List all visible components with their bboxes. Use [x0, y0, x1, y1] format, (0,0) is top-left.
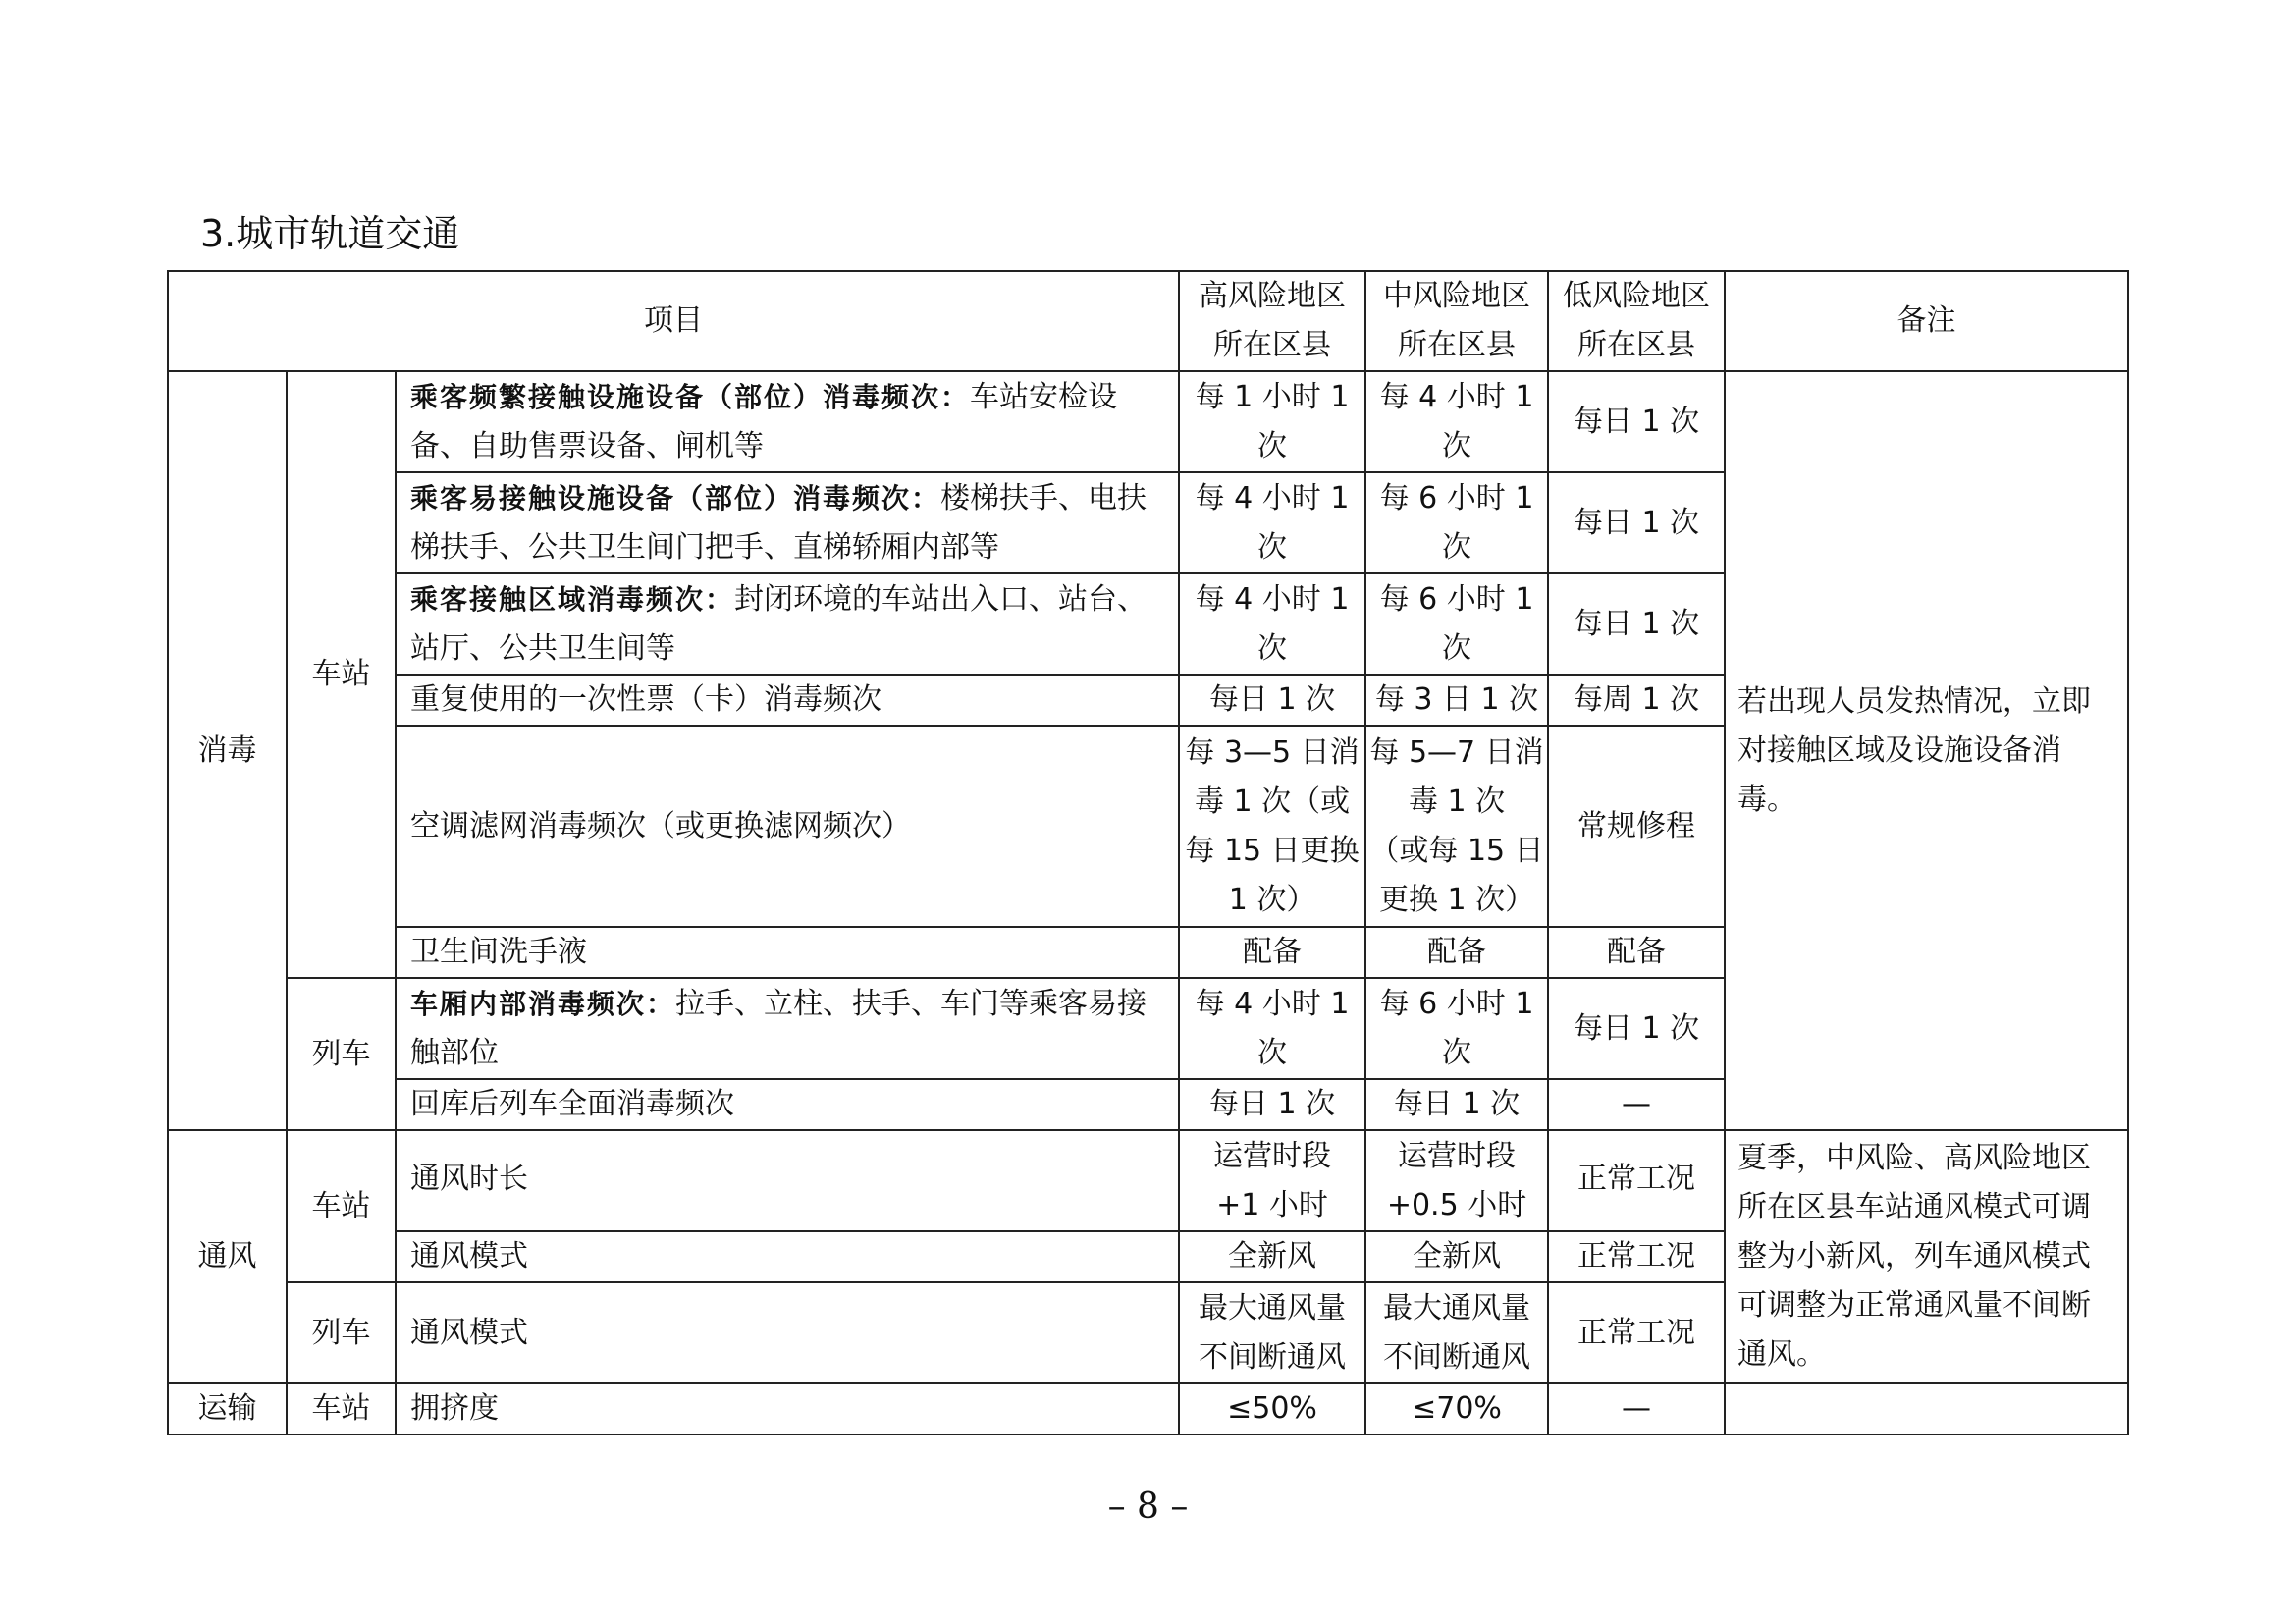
high-risk-cell: 每 4 小时 1 次	[1179, 472, 1365, 573]
low-risk-cell: 常规修程	[1548, 726, 1725, 927]
high-risk-cell: 每 4 小时 1 次	[1179, 978, 1365, 1079]
item-cell: 回库后列车全面消毒频次	[396, 1079, 1179, 1130]
high-risk-cell: 运营时段 +1 小时	[1179, 1130, 1365, 1231]
item-cell: 重复使用的一次性票（卡）消毒频次	[396, 675, 1179, 726]
medium-risk-cell: 每 6 小时 1 次	[1365, 573, 1548, 675]
high-risk-cell: 最大通风量 不间断通风	[1179, 1282, 1365, 1383]
header-item: 项目	[168, 271, 1179, 371]
item-cell: 空调滤网消毒频次（或更换滤网频次）	[396, 726, 1179, 927]
table-row	[168, 1383, 2128, 1435]
item-cell: 车厢内部消毒频次：拉手、立柱、扶手、车门等乘客易接触部位	[396, 978, 1179, 1079]
medium-risk-cell: 运营时段 +0.5 小时	[1365, 1130, 1548, 1231]
location-station: 车站	[287, 1130, 396, 1282]
medium-risk-cell: 每 4 小时 1 次	[1365, 371, 1548, 472]
table-row	[168, 1130, 2128, 1231]
medium-risk-cell: 每 3 日 1 次	[1365, 675, 1548, 726]
low-risk-cell: 正常工况	[1548, 1282, 1725, 1383]
header-remark: 备注	[1725, 271, 2128, 371]
location-train: 列车	[287, 1282, 396, 1383]
item-cell: 乘客频繁接触设施设备（部位）消毒频次：车站安检设备、自助售票设备、闸机等	[396, 371, 1179, 472]
medium-risk-cell: 每 6 小时 1 次	[1365, 978, 1548, 1079]
header-row	[168, 271, 2128, 371]
table-row	[168, 371, 2128, 472]
item-cell: 通风模式	[396, 1282, 1179, 1383]
item-cell: 卫生间洗手液	[396, 927, 1179, 978]
low-risk-cell: 每周 1 次	[1548, 675, 1725, 726]
high-risk-cell: 每 1 小时 1 次	[1179, 371, 1365, 472]
high-risk-cell: 每日 1 次	[1179, 675, 1365, 726]
low-risk-cell: 每日 1 次	[1548, 371, 1725, 472]
high-risk-cell: 配备	[1179, 927, 1365, 978]
medium-risk-cell: 每 6 小时 1 次	[1365, 472, 1548, 573]
rail-transit-table	[167, 270, 2129, 1435]
low-risk-cell: 配备	[1548, 927, 1725, 978]
item-cell: 乘客易接触设施设备（部位）消毒频次：楼梯扶手、电扶梯扶手、公共卫生间门把手、直梯轿厢内部等	[396, 472, 1179, 573]
page-number: – 8 –	[1107, 1487, 1189, 1527]
low-risk-cell: —	[1548, 1079, 1725, 1130]
medium-risk-cell: 每 5—7 日消 毒 1 次 （或每 15 日 更换 1 次）	[1365, 726, 1548, 927]
category-ventilate: 通风	[168, 1130, 287, 1383]
remark-transport	[1725, 1383, 2128, 1435]
header-medium-risk: 中风险地区 所在区县	[1365, 271, 1548, 371]
medium-risk-cell: 全新风	[1365, 1231, 1548, 1282]
high-risk-cell: 全新风	[1179, 1231, 1365, 1282]
medium-risk-cell: 最大通风量 不间断通风	[1365, 1282, 1548, 1383]
remark-ventilate: 夏季，中风险、高风险地区所在区县车站通风模式可调整为小新风，列车通风模式可调整为正常通风量不间断通风。	[1725, 1130, 2128, 1383]
location-train: 列车	[287, 978, 396, 1130]
location-station: 车站	[287, 1383, 396, 1435]
item-cell: 通风时长	[396, 1130, 1179, 1231]
header-low-risk: 低风险地区 所在区县	[1548, 271, 1725, 371]
low-risk-cell: 每日 1 次	[1548, 472, 1725, 573]
low-risk-cell: 每日 1 次	[1548, 573, 1725, 675]
medium-risk-cell: ≤70%	[1365, 1383, 1548, 1435]
location-station: 车站	[287, 371, 396, 978]
remark-disinfect: 若出现人员发热情况，立即对接触区域及设施设备消毒。	[1725, 371, 2128, 1130]
item-cell: 通风模式	[396, 1231, 1179, 1282]
medium-risk-cell: 每日 1 次	[1365, 1079, 1548, 1130]
item-cell: 乘客接触区域消毒频次：封闭环境的车站出入口、站台、站厅、公共卫生间等	[396, 573, 1179, 675]
medium-risk-cell: 配备	[1365, 927, 1548, 978]
high-risk-cell: ≤50%	[1179, 1383, 1365, 1435]
low-risk-cell: —	[1548, 1383, 1725, 1435]
low-risk-cell: 正常工况	[1548, 1130, 1725, 1231]
section-heading: 3.城市轨道交通	[200, 212, 460, 255]
category-disinfect: 消毒	[168, 371, 287, 1130]
low-risk-cell: 正常工况	[1548, 1231, 1725, 1282]
category-transport: 运输	[168, 1383, 287, 1435]
high-risk-cell: 每 3—5 日消 毒 1 次（或 每 15 日更换 1 次）	[1179, 726, 1365, 927]
high-risk-cell: 每 4 小时 1 次	[1179, 573, 1365, 675]
item-cell: 拥挤度	[396, 1383, 1179, 1435]
low-risk-cell: 每日 1 次	[1548, 978, 1725, 1079]
high-risk-cell: 每日 1 次	[1179, 1079, 1365, 1130]
header-high-risk: 高风险地区 所在区县	[1179, 271, 1365, 371]
